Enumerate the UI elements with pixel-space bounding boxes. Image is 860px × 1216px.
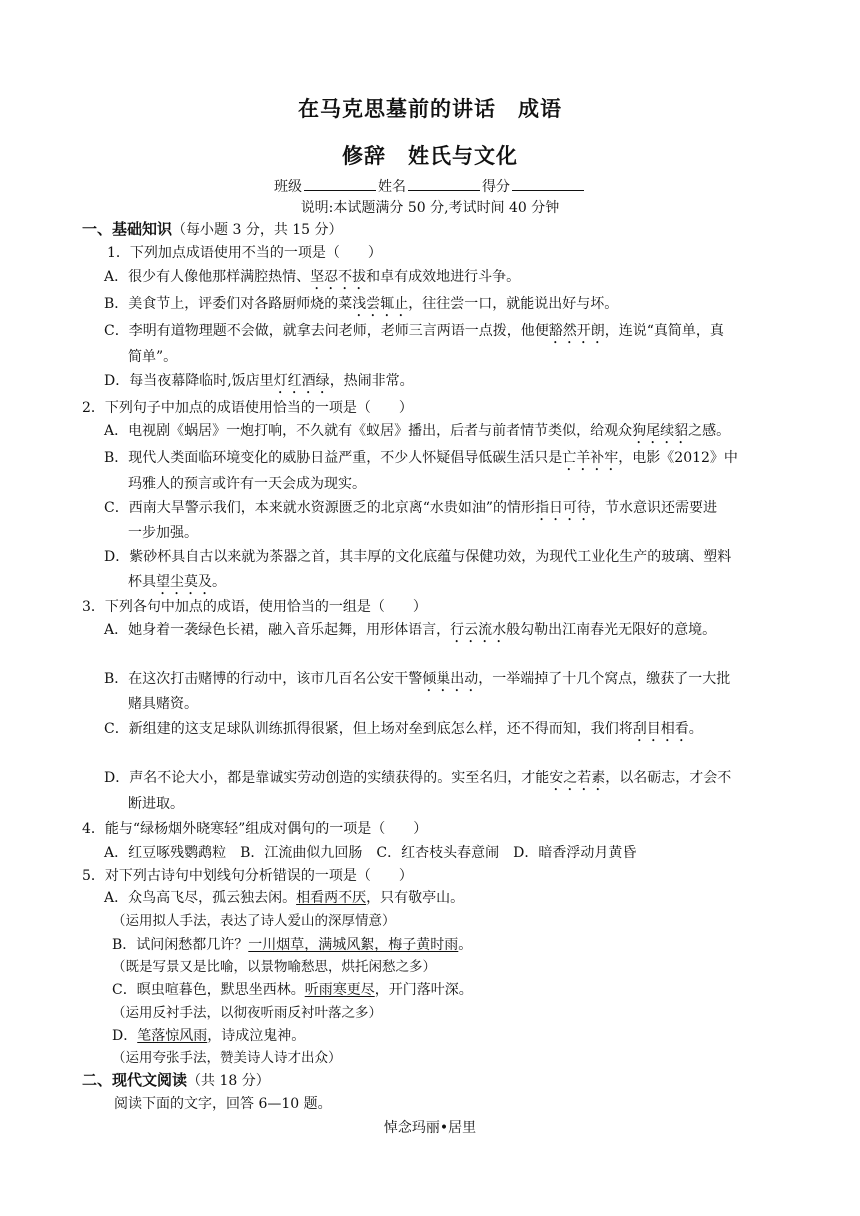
q3-c-text-end: 。: [688, 721, 703, 737]
name-blank[interactable]: [408, 176, 480, 191]
q1-a-text-end: 和卓有成效地进行斗争。: [366, 269, 521, 285]
q3-option-c: [104, 719, 703, 745]
q5-d-analysis: （运用夸张手法，赞美诗人诗才出众）: [112, 1050, 342, 1066]
q2-stem: 2．下列句子中加点的成语使用恰当的一项是（ ）: [82, 400, 413, 416]
q1-option-c: [104, 321, 724, 347]
title-line-1: 在马克思墓前的讲话 成语: [298, 97, 562, 121]
q5-option-d: [112, 1026, 305, 1046]
q1-option-d: [104, 371, 414, 397]
q3-c-text: C．新组建的这支足球队训练抓得很紧，但上场对垒到底怎么样，还不得而知，我们将: [104, 721, 633, 737]
q1-d-idiom: 灯红酒绿: [273, 373, 330, 389]
q3-option-b-continued: 赌具赌资。: [128, 696, 198, 712]
q3-option-a: [104, 620, 716, 646]
q3-c-idiom: 刮目相看: [632, 721, 689, 737]
q2-a-text-end: 之感。: [688, 423, 731, 439]
q1-b-idiom: 浅尝辄止: [352, 296, 409, 312]
reading-instruction: 阅读下面的文字，回答 6—10 题。: [114, 1096, 332, 1112]
q2-option-b: [104, 448, 738, 474]
q2-c-text-end: ，节水意识还需要进: [591, 500, 718, 516]
class-blank[interactable]: [304, 176, 376, 191]
q1-option-c-continued: 简单”。: [128, 349, 178, 365]
q3-b-text: B．在这次打击赌博的行动中，该市几百名公安干警: [104, 671, 423, 687]
q2-option-a: [104, 421, 730, 447]
q2-b-text-end: ，电影《2012》中: [618, 450, 738, 466]
q3-a-idiom: 行云流水: [450, 622, 507, 638]
q2-a-text: A．电视剧《蜗居》一炮打响，不久就有《蚁居》播出，后者与前者情节类似，给观众: [104, 423, 633, 439]
q5-option-a: [104, 888, 464, 908]
q2-b-text: B．现代人类面临环境变化的威胁日益严重，不少人怀疑倡导低碳生活只是: [104, 450, 563, 466]
q4-stem: 4．能与“绿杨烟外晓寒轻”组成对偶句的一项是（ ）: [82, 821, 428, 837]
q5-b-text-end: 。: [458, 937, 473, 953]
q2-option-c-continued: 一步加强。: [128, 525, 198, 541]
q3-a-text: A．她身着一袭绿色长裙，融入音乐起舞，用形体语言，: [104, 622, 451, 638]
student-info-row: [0, 176, 860, 197]
q5-c-analysis: （运用反衬手法，以彻夜听雨反衬叶落之多）: [112, 1005, 382, 1021]
q3-d-text: D．声名不论大小，都是靠诚实劳动创造的实绩获得的。实至名归，才能: [104, 770, 550, 786]
q5-option-c: [112, 980, 473, 1000]
q2-b-idiom: 亡羊补牢: [562, 450, 619, 466]
q5-b-analysis: （既是写景又是比喻，以景物喻愁思，烘托闲愁之多）: [112, 959, 436, 975]
q2-option-d-continued: [128, 572, 226, 598]
q5-d-underlined: 笔落惊风雨: [137, 1028, 208, 1044]
q2-c-text: C．西南大旱警示我们，本来就水资源匮乏的北京离“水贵如油”的情形: [104, 500, 536, 516]
q3-b-idiom: 倾巢出动: [422, 671, 479, 687]
q2-d-idiom: 望尘莫及: [156, 574, 212, 590]
q1-option-a: [104, 267, 520, 293]
score-label: 得分: [482, 179, 510, 195]
q5-c-text-end: ，开门落叶深。: [374, 982, 473, 998]
q5-option-b: [112, 935, 472, 955]
q5-b-text: B．试问闲愁都几许？: [112, 937, 249, 953]
q5-a-text: A．众鸟高飞尽，孤云独去闲。: [104, 890, 297, 906]
q5-c-text: C．暝虫喧暮色，默思坐西林。: [112, 982, 305, 998]
article-title: 悼念玛丽•居里: [383, 1120, 477, 1136]
q3-d-idiom: 安之若素: [549, 770, 606, 786]
q3-option-d: [104, 768, 731, 794]
q2-a-idiom: 狗尾续貂: [632, 423, 689, 439]
score-blank[interactable]: [512, 176, 584, 191]
q5-d-text: D．: [112, 1028, 138, 1044]
title-line-2: 修辞 姓氏与文化: [342, 144, 518, 168]
q5-a-underlined: 相看两不厌: [296, 890, 367, 906]
section-1-title: 一、基础知识: [82, 220, 173, 238]
q1-c-idiom: 豁然开朗: [548, 323, 605, 339]
q5-a-text-end: ，只有敬亭山。: [366, 890, 465, 906]
section-2-score-note: （共 18 分）: [187, 1073, 270, 1089]
q1-b-text: B．美食节上，评委们对各路厨师烧的菜: [104, 296, 353, 312]
q2-c-idiom: 指日可待: [535, 500, 592, 516]
q3-b-text-end: ，一举端掉了十几个窝点，缴获了一大批: [478, 671, 731, 687]
q5-d-text-end: ，诗成泣鬼神。: [207, 1028, 306, 1044]
section-1-score-note: （每小题 3 分，共 15 分）: [172, 222, 343, 238]
q4-options: A．红豆啄残鹦鹉粒 B．江流曲似九回肠 C．红杏枝头春意闹 D．暗香浮动月黄昏: [104, 845, 637, 861]
q5-c-underlined: 听雨寒更尽: [304, 982, 375, 998]
q5-b-underlined: 一川烟草，满城风絮，梅子黄时雨: [248, 937, 459, 953]
q2-d-text: 杯具: [128, 574, 156, 590]
q3-d-text-end: ，以名砺志，才会不: [605, 770, 732, 786]
section-2-heading: [82, 1070, 270, 1091]
q3-a-text-end: 般勾勒出江南春光无限好的意境。: [506, 622, 717, 638]
q1-c-text: C．李明有道物理题不会做，就拿去问老师，老师三言两语一点拨，他便: [104, 323, 549, 339]
q1-stem: 1．下列加点成语使用不当的一项是（ ）: [107, 245, 382, 261]
q3-option-b: [104, 669, 730, 695]
q2-option-c: [104, 498, 717, 524]
q5-a-analysis: （运用拟人手法，表达了诗人爱山的深厚情意）: [112, 913, 396, 929]
q1-a-text: A．很少有人像他那样满腔热情、: [104, 269, 311, 285]
name-label: 姓名: [378, 179, 406, 195]
q1-b-text-end: ，往往尝一口，就能说出好与坏。: [408, 296, 619, 312]
q5-stem: 5．对下列古诗句中划线句分析错误的一项是（ ）: [82, 868, 413, 884]
q3-stem: 3．下列各句中加点的成语，使用恰当的一组是（ ）: [82, 599, 427, 615]
q2-option-b-continued: 玛雅人的预言或许有一天会成为现实。: [128, 476, 366, 492]
q1-option-b: [104, 294, 618, 320]
q1-c-text-end: ，连说“真简单，真: [604, 323, 724, 339]
section-1-heading: [82, 219, 343, 240]
q1-d-text: D．每当夜幕降临时,饭店里: [104, 373, 274, 389]
exam-note: 说明:本试题满分 50 分,考试时间 40 分钟: [300, 200, 560, 216]
q1-a-idiom: 坚忍不拔: [310, 269, 367, 285]
class-label: 班级: [274, 179, 302, 195]
q3-option-d-continued: 断进取。: [128, 796, 184, 812]
q1-d-text-end: ，热闹非常。: [329, 373, 414, 389]
q2-d-text-end: 。: [212, 574, 226, 590]
section-2-title: 二、现代文阅读: [82, 1071, 188, 1089]
q2-option-d: D．紫砂杯具自古以来就为茶器之首，其丰厚的文化底蕴与保健功效，为现代工业化生产的玻璃、塑料: [104, 549, 732, 565]
